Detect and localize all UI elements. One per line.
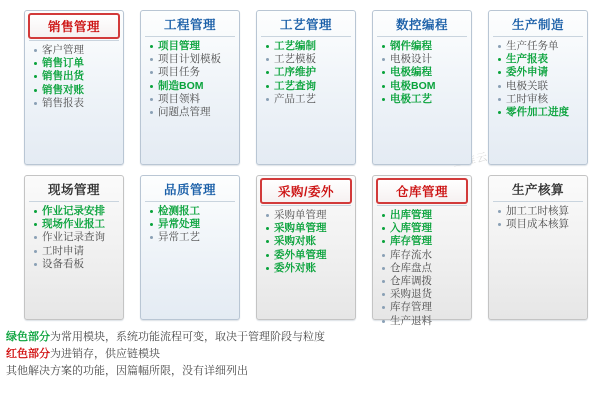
- module-item[interactable]: 生产退料: [381, 315, 471, 328]
- module-item[interactable]: 产品工艺: [265, 93, 355, 106]
- card-divider: [261, 36, 351, 37]
- module-item[interactable]: 电极关联: [497, 80, 587, 93]
- module-card-title: 采购/委外: [260, 178, 352, 204]
- module-card-title: 销售管理: [28, 13, 120, 39]
- module-item-list: [25, 205, 123, 275]
- module-card-title: 生产核算: [511, 183, 564, 197]
- module-item[interactable]: 销售出货: [33, 70, 123, 83]
- module-card-title: 生产制造: [511, 18, 564, 32]
- module-item[interactable]: 工时审核: [497, 93, 587, 106]
- module-card-title: 仓库管理: [376, 178, 468, 204]
- legend-red-label: 红色部分: [6, 348, 50, 360]
- module-item[interactable]: 采购单管理: [265, 222, 355, 235]
- module-item[interactable]: 采购退货: [381, 288, 471, 301]
- legend-red-text: 为进销存，供应链模块: [50, 348, 160, 360]
- module-item[interactable]: 库存管理: [381, 235, 471, 248]
- module-item-list: [373, 209, 471, 332]
- card-divider: [493, 201, 583, 202]
- module-card[interactable]: [256, 10, 356, 165]
- module-item[interactable]: 制造BOM: [149, 80, 239, 93]
- module-item-list: [489, 40, 587, 123]
- legend-green-label: 绿色部分: [6, 331, 50, 343]
- module-card[interactable]: [488, 10, 588, 165]
- module-item-list: [141, 40, 239, 123]
- module-item[interactable]: 作业记录查询: [33, 231, 123, 244]
- module-item[interactable]: 电极工艺: [381, 93, 471, 106]
- module-card[interactable]: [256, 175, 356, 320]
- module-item[interactable]: 仓库盘点: [381, 262, 471, 275]
- module-card-title: 品质管理: [163, 183, 216, 197]
- legend: [6, 330, 446, 381]
- module-item[interactable]: 委外对账: [265, 262, 355, 275]
- module-item[interactable]: 钢件编程: [381, 40, 471, 53]
- card-divider: [493, 36, 583, 37]
- module-card[interactable]: [24, 175, 124, 320]
- card-divider: [145, 36, 235, 37]
- module-item[interactable]: 工序维护: [265, 66, 355, 79]
- legend-line-note: 其他解决方案的功能，因篇幅所限，没有详细列出: [6, 365, 248, 377]
- module-item[interactable]: 问题点管理: [149, 106, 239, 119]
- module-item[interactable]: 客户管理: [33, 44, 123, 57]
- module-card-title: 工艺管理: [279, 18, 332, 32]
- module-card-title: 数控编程: [395, 18, 448, 32]
- module-item-list: [489, 205, 587, 235]
- module-item[interactable]: 销售报表: [33, 97, 123, 110]
- module-item[interactable]: 项目管理: [149, 40, 239, 53]
- card-divider: [29, 201, 119, 202]
- module-item[interactable]: 项目领料: [149, 93, 239, 106]
- module-item[interactable]: 电极设计: [381, 53, 471, 66]
- module-item[interactable]: 委外申请: [497, 66, 587, 79]
- module-item[interactable]: 现场作业报工: [33, 218, 123, 231]
- module-item-list: [257, 209, 355, 279]
- module-card[interactable]: [372, 175, 472, 327]
- module-item[interactable]: 销售订单: [33, 57, 123, 70]
- module-item[interactable]: 检测报工: [149, 205, 239, 218]
- module-item[interactable]: 电极BOM: [381, 80, 471, 93]
- module-item[interactable]: 电极编程: [381, 66, 471, 79]
- module-item[interactable]: 入库管理: [381, 222, 471, 235]
- module-item[interactable]: 仓库调拨: [381, 275, 471, 288]
- module-item[interactable]: 设备看板: [33, 258, 123, 271]
- module-card[interactable]: [140, 10, 240, 165]
- card-divider: [145, 201, 235, 202]
- module-item[interactable]: 采购对账: [265, 235, 355, 248]
- module-item[interactable]: 生产报表: [497, 53, 587, 66]
- module-item-list: [25, 44, 123, 114]
- module-item[interactable]: 工艺编制: [265, 40, 355, 53]
- module-card[interactable]: [488, 175, 588, 320]
- module-item[interactable]: 库存流水: [381, 249, 471, 262]
- legend-line-green: [6, 330, 446, 344]
- module-item[interactable]: 工时申请: [33, 245, 123, 258]
- module-item[interactable]: 作业记录安排: [33, 205, 123, 218]
- module-item[interactable]: 销售对账: [33, 84, 123, 97]
- legend-line-red: [6, 347, 446, 361]
- module-card-title: 现场管理: [47, 183, 100, 197]
- card-divider: [377, 205, 467, 206]
- module-item[interactable]: 异常处理: [149, 218, 239, 231]
- module-item[interactable]: 项目计划模板: [149, 53, 239, 66]
- card-divider: [261, 205, 351, 206]
- module-item[interactable]: 项目成本核算: [497, 218, 587, 231]
- legend-green-text: 为常用模块，系统功能流程可变，取决于管理阶段与粒度: [50, 331, 325, 343]
- module-item[interactable]: 委外单管理: [265, 249, 355, 262]
- module-card[interactable]: [24, 10, 124, 165]
- module-item[interactable]: 项目任务: [149, 66, 239, 79]
- module-item[interactable]: 加工工时核算: [497, 205, 587, 218]
- module-item-list: [257, 40, 355, 110]
- module-item[interactable]: 库存管理: [381, 301, 471, 314]
- card-divider: [29, 40, 119, 41]
- module-item[interactable]: 工艺查询: [265, 80, 355, 93]
- module-card[interactable]: [372, 10, 472, 165]
- module-item[interactable]: 采购单管理: [265, 209, 355, 222]
- module-item[interactable]: 零件加工进度: [497, 106, 587, 119]
- module-item-list: [373, 40, 471, 110]
- module-card[interactable]: [140, 175, 240, 320]
- module-item[interactable]: 生产任务单: [497, 40, 587, 53]
- module-item[interactable]: 工艺模板: [265, 53, 355, 66]
- module-item[interactable]: 出库管理: [381, 209, 471, 222]
- module-card-title: 工程管理: [163, 18, 216, 32]
- card-divider: [377, 36, 467, 37]
- module-item-list: [141, 205, 239, 249]
- module-item[interactable]: 异常工艺: [149, 231, 239, 244]
